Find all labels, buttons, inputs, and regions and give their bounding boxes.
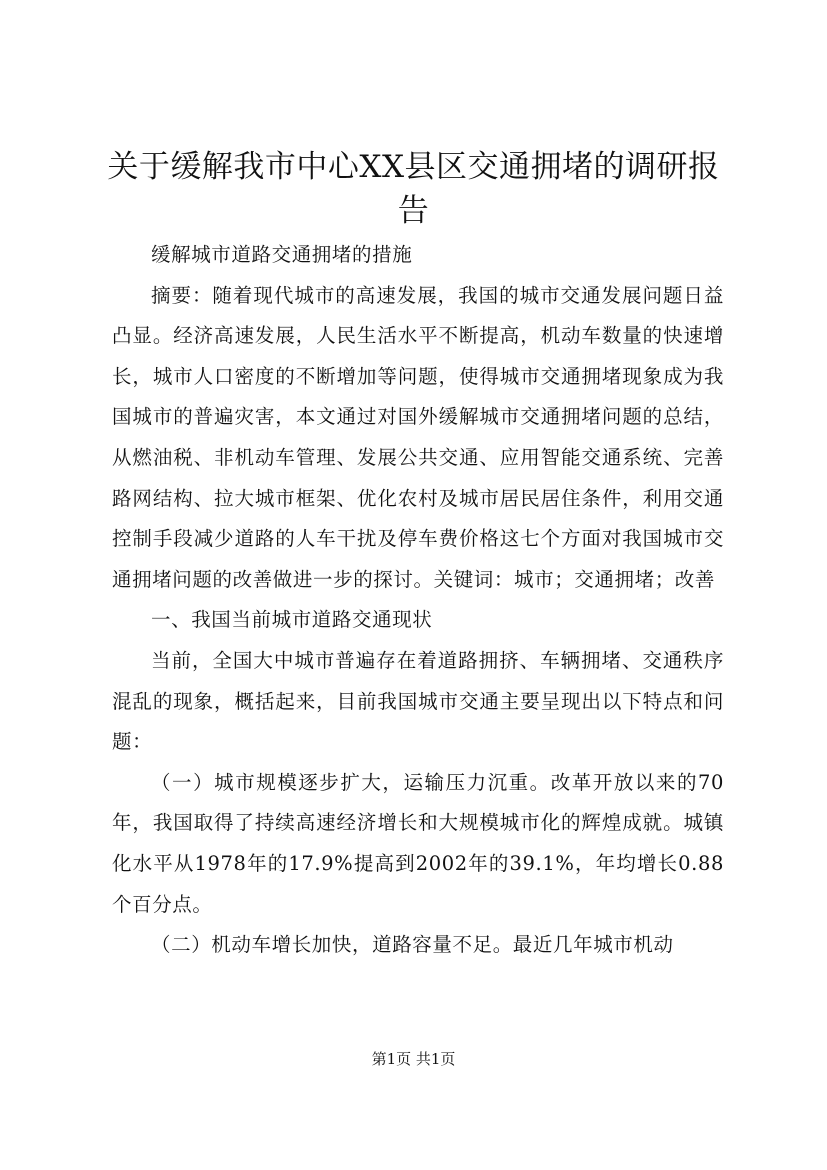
section-heading: 一、我国当前城市道路交通现状 (151, 608, 433, 632)
body-paragraph: （二）机动车增长加快，道路容量不足。最近几年城市机动 (151, 933, 674, 957)
abstract-paragraph: 摘要：随着现代城市的高速发展，我国的城市交通发展问题日益凸显。经济高速发展，人民生活水平不断提高，机动车数量的快速增长，城市人口密度的不断增加等问题，使得城市交通拥堵现象成为我国城市的普遍灾害，本文通过对国外缓解城市交通拥堵问题的总结，从燃油税、非机动车管理、发展公共交通、应用智能交通系统、完善路网结构、拉大城市框架、优化农村及城市居民居住条件，利用交通控制手段减少道路的人车干扰及停车费价格这七个方面对我国城市交通拥堵问题的改善做进一步的探讨。关键词：城市；交通拥堵；改善 (112, 283, 724, 591)
document-body (112, 235, 724, 966)
body-paragraph: 当前，全国大中城市普遍存在着道路拥挤、车辆拥堵、交通秩序混乱的现象，概括起来，目前我国城市交通主要呈现出以下特点和问题： (112, 648, 724, 754)
body-paragraph: （一）城市规模逐步扩大，运输压力沉重。改革开放以来的70年，我国取得了持续高速经济增长和大规模城市化的辉煌成就。城镇化水平从1978年的17.9%提高到2002年的39.1%，年均增长0.88个百分点。 (112, 770, 724, 916)
section-subtitle: 缓解城市道路交通拥堵的措施 (151, 243, 413, 266)
page-footer: 第1页 共1页 (371, 1050, 456, 1068)
document-title: 关于缓解我市中心XX县区交通拥堵的调研报告 (107, 149, 720, 229)
